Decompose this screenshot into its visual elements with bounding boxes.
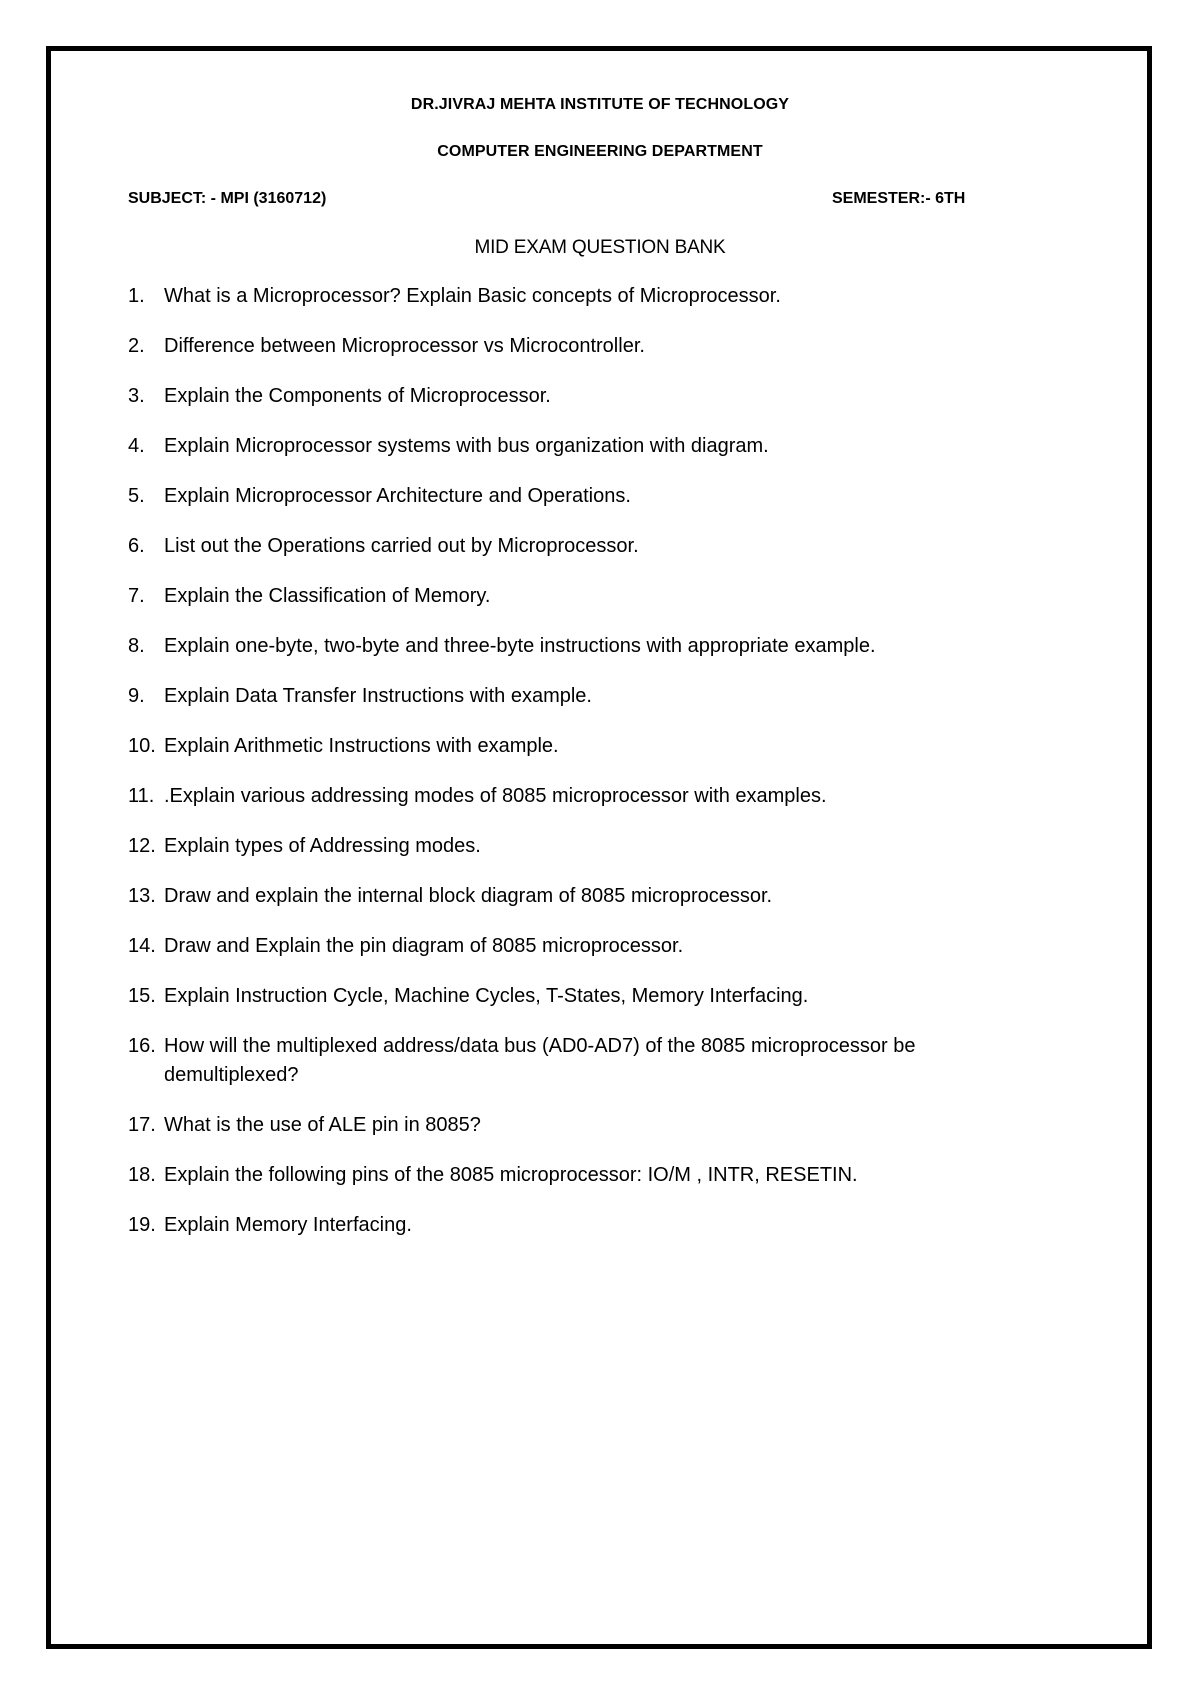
question-item [128, 432, 1028, 461]
institute-name: DR.JIVRAJ MEHTA INSTITUTE OF TECHNOLOGY [410, 96, 790, 113]
question-text: Explain the following pins of the 8085 microprocessor: IO/M , INTR, RESETIN. [164, 1164, 858, 1186]
page-title: MID EXAM QUESTION BANK [474, 237, 726, 258]
question-number: 14. [128, 935, 156, 957]
question-text: Explain the Classification of Memory. [164, 585, 491, 607]
question-number: 7. [128, 585, 145, 607]
question-number: 16. [128, 1035, 156, 1057]
question-text: What is the use of ALE pin in 8085? [164, 1114, 481, 1136]
question-item [128, 532, 1028, 561]
question-item [128, 382, 1028, 411]
question-number: 11. [128, 785, 155, 807]
question-item [128, 932, 1028, 961]
question-text: What is a Microprocessor? Explain Basic concepts of Microprocessor. [164, 285, 781, 307]
question-item [128, 1111, 1028, 1140]
question-item [128, 1211, 1028, 1240]
question-item [128, 582, 1028, 611]
semester-label: SEMESTER:- 6TH [832, 190, 966, 207]
question-item [128, 332, 1028, 361]
question-text: Explain Instruction Cycle, Machine Cycles, T-States, Memory Interfacing. [164, 985, 809, 1007]
question-item [128, 982, 1028, 1011]
question-text: Difference between Microprocessor vs Microcontroller. [164, 335, 645, 357]
question-number: 18. [128, 1164, 156, 1186]
question-number: 9. [128, 685, 145, 707]
question-number: 19. [128, 1214, 156, 1236]
question-text: Explain the Components of Microprocessor. [164, 385, 551, 407]
question-text: Explain one-byte, two-byte and three-byte instructions with appropriate example. [164, 635, 876, 657]
question-text: Explain Data Transfer Instructions with example. [164, 685, 592, 707]
question-text: List out the Operations carried out by Microprocessor. [164, 535, 639, 557]
question-item [128, 732, 1028, 761]
question-item [128, 882, 1028, 911]
question-text: Explain Microprocessor systems with bus organization with diagram. [164, 435, 769, 457]
question-text: Draw and Explain the pin diagram of 8085 microprocessor. [164, 935, 684, 957]
question-text: Explain Memory Interfacing. [164, 1214, 412, 1236]
question-number: 1. [128, 285, 145, 307]
question-text: Draw and explain the internal block diagram of 8085 microprocessor. [164, 885, 773, 907]
question-number: 6. [128, 535, 145, 557]
question-number: 10. [128, 735, 156, 757]
question-number: 13. [128, 885, 156, 907]
question-text: Explain Microprocessor Architecture and Operations. [164, 485, 631, 507]
question-number: 8. [128, 635, 145, 657]
question-item [128, 832, 1028, 861]
department-name: COMPUTER ENGINEERING DEPARTMENT [437, 143, 763, 160]
question-number: 12. [128, 835, 156, 857]
subject-label: SUBJECT: - MPI (3160712) [128, 190, 327, 207]
question-item [128, 632, 1028, 661]
question-text: How will the multiplexed address/data bus (AD0-AD7) of the 8085 microprocessor be demultiplexed? [164, 1035, 916, 1086]
question-text: Explain types of Addressing modes. [164, 835, 481, 857]
question-number: 3. [128, 385, 145, 407]
question-number: 5. [128, 485, 145, 507]
question-text: .Explain various addressing modes of 8085 microprocessor with examples. [164, 785, 827, 807]
question-number: 4. [128, 435, 145, 457]
question-number: 15. [128, 985, 156, 1007]
question-item [128, 1032, 1028, 1090]
question-number: 2. [128, 335, 145, 357]
question-number: 17. [128, 1114, 156, 1136]
question-item [128, 1161, 1028, 1190]
question-item [128, 782, 1028, 811]
question-item [128, 282, 1028, 311]
question-item [128, 482, 1028, 511]
question-text: Explain Arithmetic Instructions with example. [164, 735, 559, 757]
question-item [128, 682, 1028, 711]
